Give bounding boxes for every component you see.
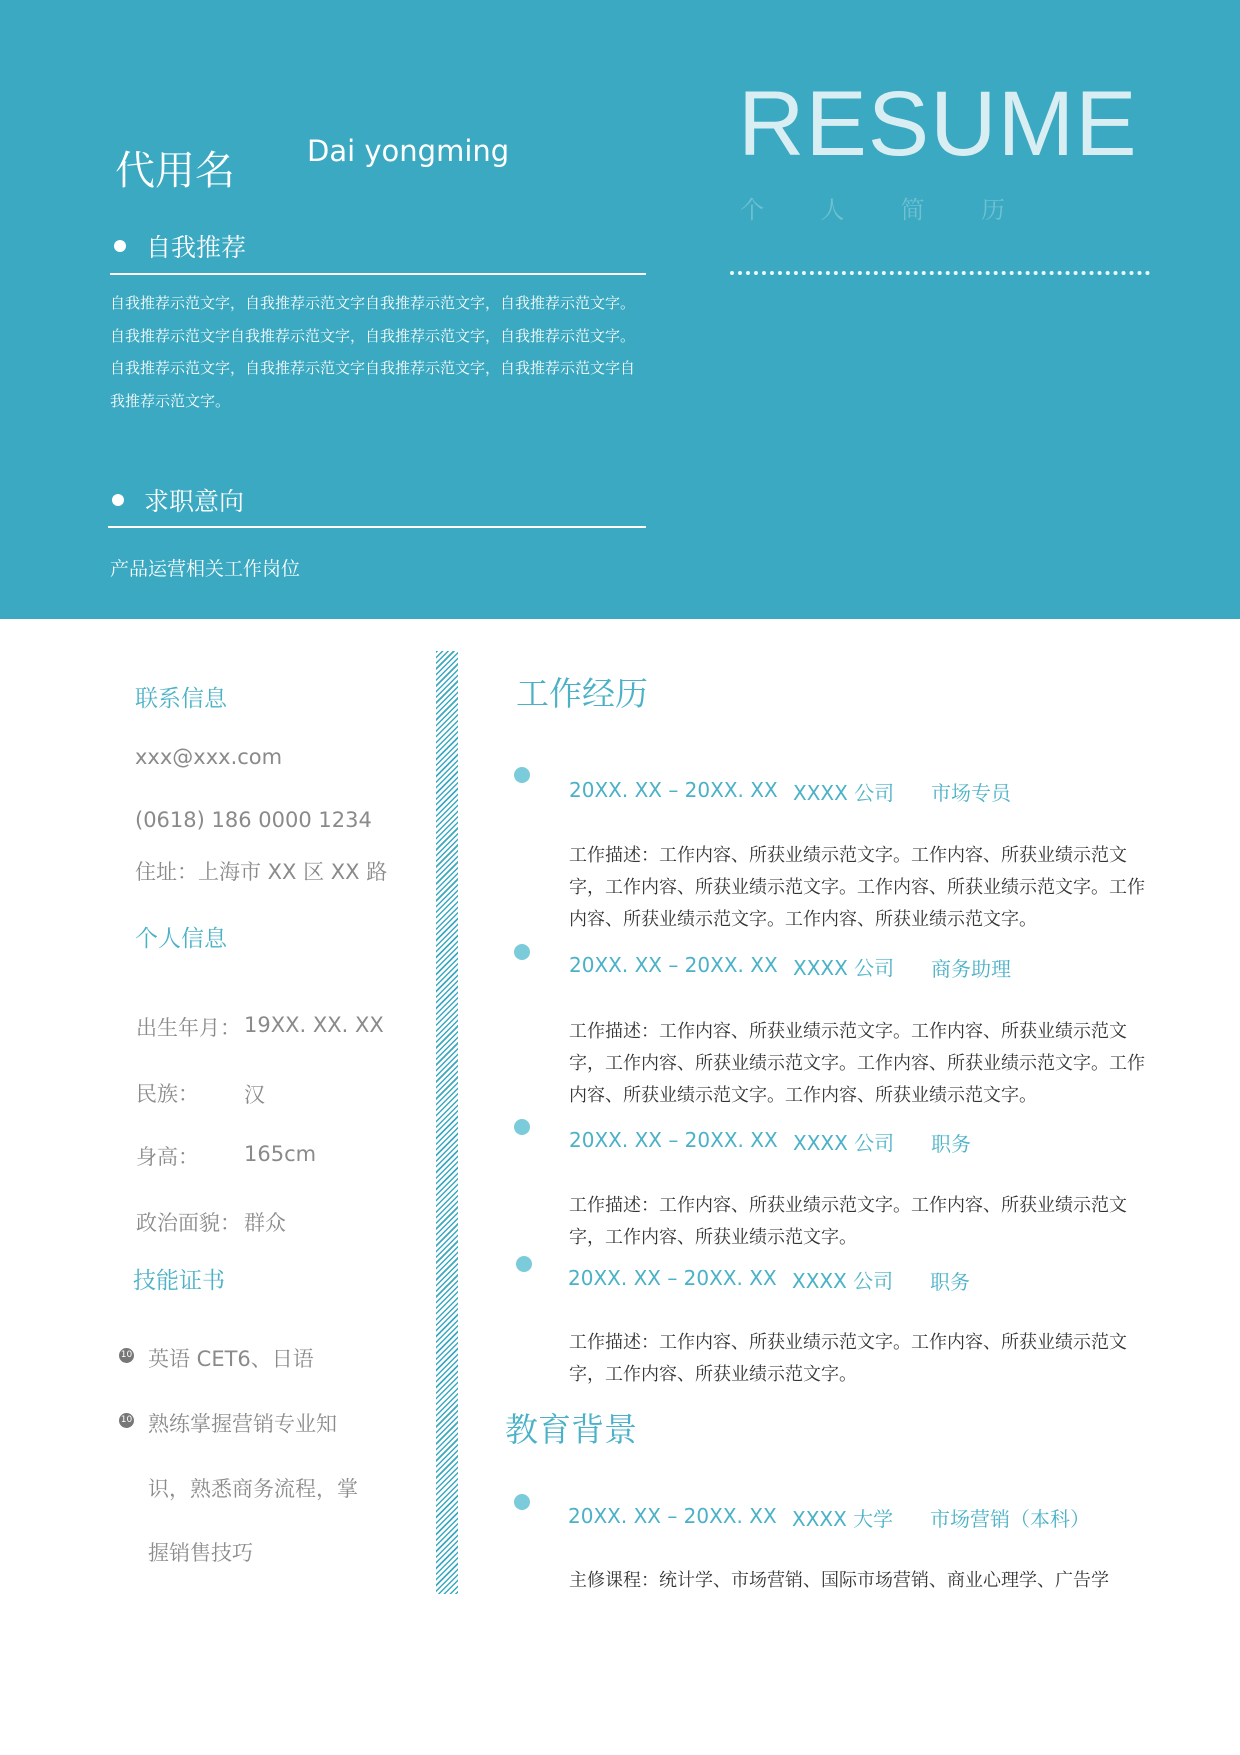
self-intro-heading-text: 自我推荐 bbox=[146, 233, 247, 262]
job-description: 工作描述：工作内容、所获业绩示范文字。工作内容、所获业绩示范文字，工作内容、所获业绩示范文字。工作内容、所获业绩示范文字。工作内容、所获业绩示范文字。工作内容、所获业绩示范文字。 bbox=[569, 1021, 1145, 1106]
subtitle-char: 历 bbox=[980, 196, 1005, 224]
job-role: 市场专员 bbox=[931, 781, 1011, 805]
skills-heading: 技能证书 bbox=[133, 1268, 225, 1294]
name-chinese: 代用名 bbox=[115, 148, 235, 194]
job-intent-heading-text: 求职意向 bbox=[144, 487, 245, 516]
edu-major: 市场营销（本科） bbox=[930, 1507, 1090, 1531]
timeline-dot-icon bbox=[514, 1494, 530, 1510]
subtitle-char: 简 bbox=[900, 196, 925, 224]
dotted-divider bbox=[730, 271, 1150, 275]
bullet-dot-icon bbox=[114, 240, 126, 252]
header-banner bbox=[0, 0, 1240, 619]
job-role: 职务 bbox=[931, 1132, 971, 1156]
edu-date: 20XX. XX – 20XX. XX bbox=[568, 1504, 777, 1528]
self-intro-heading bbox=[114, 228, 246, 264]
job-description: 工作描述：工作内容、所获业绩示范文字。工作内容、所获业绩示范文字，工作内容、所获业绩示范文字。 bbox=[569, 1195, 1127, 1248]
job-description: 工作描述：工作内容、所获业绩示范文字。工作内容、所获业绩示范文字，工作内容、所获业绩示范文字。 bbox=[569, 1332, 1127, 1385]
self-intro-text bbox=[110, 287, 646, 417]
self-intro-paragraph: 自我推荐示范文字，自我推荐示范文字自我推荐示范文字，自我推荐示范文字。自我推荐示范文字自我推荐示范文字，自我推荐示范文字，自我推荐示范文字。 bbox=[110, 294, 636, 345]
skill-item-line: 英语 CET6、日语 bbox=[148, 1347, 314, 1371]
name-english: Dai yongming bbox=[307, 134, 510, 168]
job-intent-text: 产品运营相关工作岗位 bbox=[110, 558, 301, 580]
political-value: 群众 bbox=[244, 1211, 286, 1235]
subtitle-char: 人 bbox=[820, 196, 845, 224]
timeline-dot-icon bbox=[514, 767, 530, 783]
job-date: 20XX. XX – 20XX. XX bbox=[569, 953, 778, 977]
timeline-dot-icon bbox=[514, 944, 530, 960]
job-desc-clip bbox=[569, 1016, 1149, 1106]
job-company: XXXX 公司 bbox=[793, 1131, 895, 1155]
ethnicity-label: 民族： bbox=[136, 1082, 199, 1106]
political-label: 政治面貌： bbox=[136, 1211, 241, 1235]
contact-heading: 联系信息 bbox=[135, 686, 227, 712]
job-intent-heading bbox=[112, 482, 244, 518]
job-date: 20XX. XX – 20XX. XX bbox=[569, 778, 778, 802]
timeline-dot-icon bbox=[514, 1119, 530, 1135]
skill-item-line: 握销售技巧 bbox=[148, 1541, 253, 1565]
job-intent-rule bbox=[108, 526, 646, 528]
skill-item-line: 识，熟悉商务流程，掌 bbox=[148, 1477, 358, 1501]
bullet-dot-icon bbox=[112, 494, 124, 506]
contact-email: xxx@xxx.com bbox=[135, 745, 283, 769]
contact-phone: (0618) 186 0000 1234 bbox=[135, 808, 372, 832]
edu-courses: 主修课程：统计学、市场营销、国际市场营销、商业心理学、广告学 bbox=[569, 1570, 1109, 1591]
job-desc-clip bbox=[569, 1190, 1149, 1248]
job-desc-clip bbox=[569, 840, 1149, 930]
contact-address: 住址：上海市 XX 区 XX 路 bbox=[135, 860, 388, 884]
self-intro-rule bbox=[110, 273, 646, 275]
circled-ten-icon: 10 bbox=[119, 1413, 134, 1428]
ethnicity-value: 汉 bbox=[244, 1083, 265, 1107]
education-heading: 教育背景 bbox=[505, 1410, 637, 1449]
job-company: XXXX 公司 bbox=[793, 956, 895, 980]
self-intro-paragraph: 自我推荐示范文字，自我推荐示范文字自我推荐示范文字，自我推荐示范文字自我推荐示范文字。 bbox=[110, 359, 636, 410]
skill-item-line: 熟练掌握营销专业知 bbox=[148, 1412, 337, 1436]
personal-heading: 个人信息 bbox=[135, 926, 227, 952]
job-company: XXXX 公司 bbox=[793, 781, 895, 805]
subtitle-char: 个 bbox=[740, 196, 764, 224]
birth-value: 19XX. XX. XX bbox=[244, 1013, 384, 1037]
resume-title: RESUME bbox=[738, 73, 1138, 175]
job-date: 20XX. XX – 20XX. XX bbox=[569, 1128, 778, 1152]
resume-subtitle bbox=[740, 190, 1005, 225]
contact-email-clip bbox=[135, 745, 435, 769]
job-date: 20XX. XX – 20XX. XX bbox=[568, 1266, 777, 1290]
job-desc-clip bbox=[569, 1327, 1149, 1385]
birth-label: 出生年月： bbox=[136, 1016, 241, 1040]
job-role: 商务助理 bbox=[931, 957, 1011, 981]
height-label: 身高： bbox=[136, 1145, 199, 1169]
height-value: 165cm bbox=[244, 1142, 317, 1166]
striped-divider bbox=[436, 651, 458, 1594]
job-intent-clip bbox=[110, 558, 510, 580]
job-company: XXXX 公司 bbox=[792, 1269, 894, 1293]
contact-phone-clip bbox=[135, 808, 435, 832]
circled-ten-icon: 10 bbox=[119, 1348, 134, 1363]
job-role: 职务 bbox=[930, 1270, 970, 1294]
timeline-dot-icon bbox=[516, 1256, 532, 1272]
edu-school: XXXX 大学 bbox=[792, 1507, 894, 1531]
work-heading: 工作经历 bbox=[516, 674, 648, 713]
job-description: 工作描述：工作内容、所获业绩示范文字。工作内容、所获业绩示范文字，工作内容、所获业绩示范文字。工作内容、所获业绩示范文字。工作内容、所获业绩示范文字。工作内容、所获业绩示范文字。 bbox=[569, 845, 1145, 930]
